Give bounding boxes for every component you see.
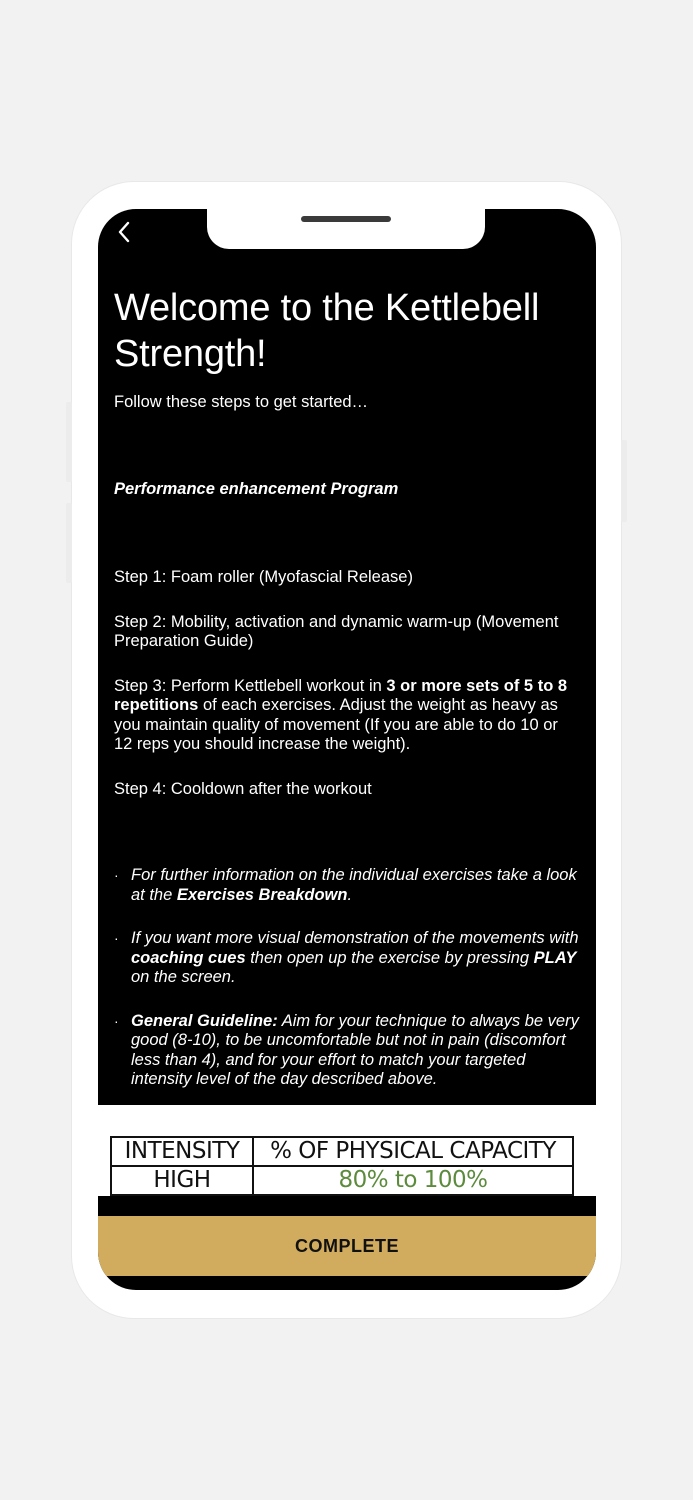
step-4: Step 4: Cooldown after the workout <box>114 779 372 798</box>
step-3 <box>114 677 580 755</box>
volume-down-button <box>66 503 72 583</box>
header-intensity: INTENSITY <box>111 1137 253 1166</box>
volume-up-button <box>66 402 72 482</box>
bullet-exercises-breakdown <box>114 866 580 905</box>
step-3-text-end: of each exercises. Adjust the weight as heavy as you maintain quality of movement (If you are able to do 10 or 12 reps you should increase the weight). <box>114 696 558 753</box>
complete-button[interactable]: COMPLETE <box>98 1216 596 1276</box>
bullet-general-guideline <box>114 1012 580 1090</box>
device-notch <box>207 209 485 249</box>
bullet-text: Aim for your technique to always be very good (8-10), to be uncomfortable but not in pain (discomfort less than 4), and for your effort to match your targeted intensity level of the day described above. <box>131 1011 579 1088</box>
bullet-dot: · <box>114 930 119 946</box>
table-header-row <box>111 1137 573 1166</box>
chevron-left-icon <box>114 219 136 245</box>
info-bullets <box>114 866 580 1090</box>
step-3-sets-reps: 3 or more sets of 5 to 8 repetitions <box>114 676 568 714</box>
step-2: Step 2: Mobility, activation and dynamic warm-up (Movement Preparation Guide) <box>114 612 559 650</box>
bullet-coaching-cues <box>114 929 580 988</box>
cell-intensity-level: HIGH <box>111 1166 253 1195</box>
step-1: Step 1: Foam roller (Myofascial Release) <box>114 568 413 586</box>
step-3-text-start: Step 3: Perform Kettlebell workout in <box>114 676 387 695</box>
intensity-table-image <box>98 1105 596 1196</box>
table-row <box>111 1166 573 1195</box>
bullet-text: on the screen. <box>131 968 236 986</box>
coaching-cues-text: coaching cues <box>131 948 246 967</box>
page-subtitle: Follow these steps to get started… <box>114 393 369 411</box>
bullet-text: then open up the exercise by pressing <box>245 948 534 967</box>
intensity-table <box>110 1136 574 1196</box>
bullet-text: If you want more visual demonstration of the movements with <box>131 929 579 947</box>
exercises-breakdown-text: Exercises Breakdown <box>176 885 348 904</box>
app-screen <box>98 209 596 1290</box>
program-title: Performance enhancement Program <box>114 480 399 498</box>
cell-capacity-range: 80% to 100% <box>253 1166 573 1195</box>
bullet-text: For further information on the individual exercises take a look at the <box>131 866 577 904</box>
back-button[interactable] <box>114 219 136 245</box>
header-physical-capacity: % OF PHYSICAL CAPACITY <box>253 1137 573 1166</box>
bullet-dot: · <box>114 1012 119 1029</box>
bullet-text: . <box>347 885 353 904</box>
speaker-grille <box>301 216 391 222</box>
main-content <box>114 285 580 1114</box>
general-guideline-label: General Guideline: <box>131 1011 278 1030</box>
power-button <box>621 440 627 522</box>
steps-list <box>114 568 580 799</box>
bullet-dot: · <box>114 867 119 883</box>
page-title: Welcome to the Kettlebell Strength! <box>114 287 540 375</box>
play-text: PLAY <box>533 948 577 967</box>
